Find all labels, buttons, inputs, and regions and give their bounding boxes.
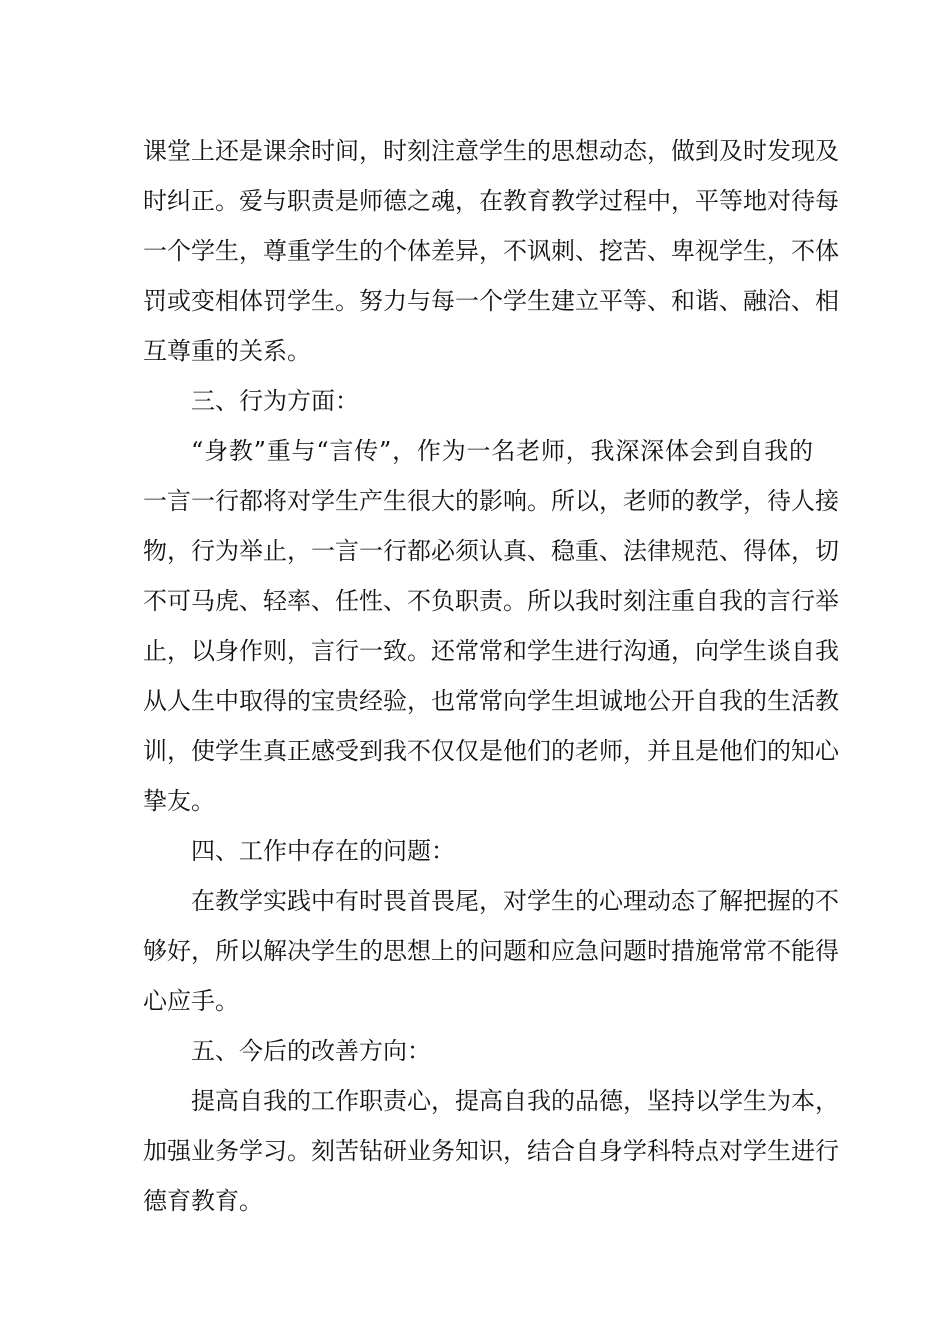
paragraph-line: 德育教育。 <box>143 1187 263 1215</box>
paragraph-line: 从人生中取得的宝贵经验，也常常向学生坦诚地公开自我的生活教 <box>143 687 839 715</box>
paragraph-line: 物，行为举止，一言一行都必须认真、稳重、法律规范、得体，切 <box>143 537 839 565</box>
section-heading-behavior: 三、行为方面： <box>191 387 359 415</box>
paragraph-line: 时纠正。爱与职责是师德之魂，在教育教学过程中，平等地对待每 <box>143 187 839 215</box>
paragraph-line: 止，以身作则，言行一致。还常常和学生进行沟通，向学生谈自我 <box>143 637 839 665</box>
paragraph-line: 互尊重的关系。 <box>143 337 311 365</box>
paragraph-line: 心应手。 <box>143 987 239 1015</box>
paragraph-line: 训，使学生真正感受到我不仅仅是他们的老师，并且是他们的知心 <box>143 737 839 765</box>
paragraph-line: 加强业务学习。刻苦钻研业务知识，结合自身学科特点对学生进行 <box>143 1137 839 1165</box>
paragraph-line: 一个学生，尊重学生的个体差异，不讽刺、挖苦、卑视学生，不体 <box>143 237 839 265</box>
paragraph-line: 课堂上还是课余时间，时刻注意学生的思想动态，做到及时发现及 <box>143 137 839 165</box>
section-heading-problems: 四、工作中存在的问题： <box>191 837 455 865</box>
paragraph-line: 提高自我的工作职责心，提高自我的品德，坚持以学生为本， <box>191 1087 839 1115</box>
document-body <box>143 126 839 1226</box>
paragraph-line: 一言一行都将对学生产生很大的影响。所以，老师的教学，待人接 <box>143 487 839 515</box>
paragraph-line: 够好，所以解决学生的思想上的问题和应急问题时措施常常不能得 <box>143 937 839 965</box>
paragraph-line: “身教”重与“言传”，作为一名老师，我深深体会到自我的 <box>191 437 813 465</box>
section-heading-improvement: 五、今后的改善方向： <box>191 1037 431 1065</box>
paragraph-line: 罚或变相体罚学生。努力与每一个学生建立平等、和谐、融洽、相 <box>143 287 839 315</box>
paragraph-line: 不可马虎、轻率、任性、不负职责。所以我时刻注重自我的言行举 <box>143 587 839 615</box>
paragraph-line: 挚友。 <box>143 787 215 815</box>
paragraph-line: 在教学实践中有时畏首畏尾，对学生的心理动态了解把握的不 <box>191 887 839 915</box>
